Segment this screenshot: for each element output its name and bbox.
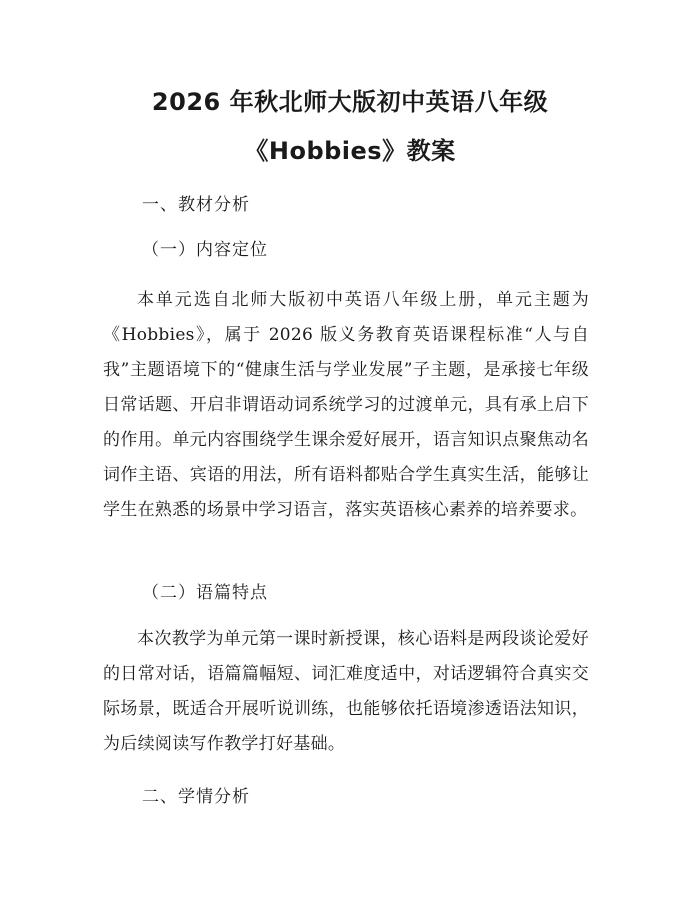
paragraph-content-positioning: 本单元选自北师大版初中英语八年级上册，单元主题为《Hobbies》，属于 2026 版义务教育英语课程标准“人与自我”主题语境下的“健康生活与学业发展”子主题，是承接七年级日常话题、开启非谓语动词系统学习的过渡单元，具有承上启下的作用。单元内容围绕学生课余爱好展开，语言知识点聚焦动名词作主语、宾语的用法，所有语料都贴合学生真实生活，能够让学生在熟悉的场景中学习语言，落实英语核心素养的培养要求。 xyxy=(103,290,589,520)
section-heading-textbook-analysis: 一、教材分析 xyxy=(142,195,250,215)
document-title-line-1: 2026 年秋北师大版初中英语八年级 xyxy=(151,88,549,116)
subsection-heading-content-positioning: （一）内容定位 xyxy=(142,240,268,260)
document-title-line-2: 《Hobbies》教案 xyxy=(244,137,456,165)
paragraph-discourse-features: 本次教学为单元第一课时新授课，核心语料是两段谈论爱好的日常对话，语篇篇幅短、词汇难度适中，对话逻辑符合真实交际场景，既适合开展听说训练，也能够依托语境渗透语法知识，为后续阅读写作教学打好基础。 xyxy=(103,629,589,754)
section-heading-learner-analysis: 二、学情分析 xyxy=(142,787,250,807)
subsection-heading-discourse-features: （二）语篇特点 xyxy=(142,583,268,603)
